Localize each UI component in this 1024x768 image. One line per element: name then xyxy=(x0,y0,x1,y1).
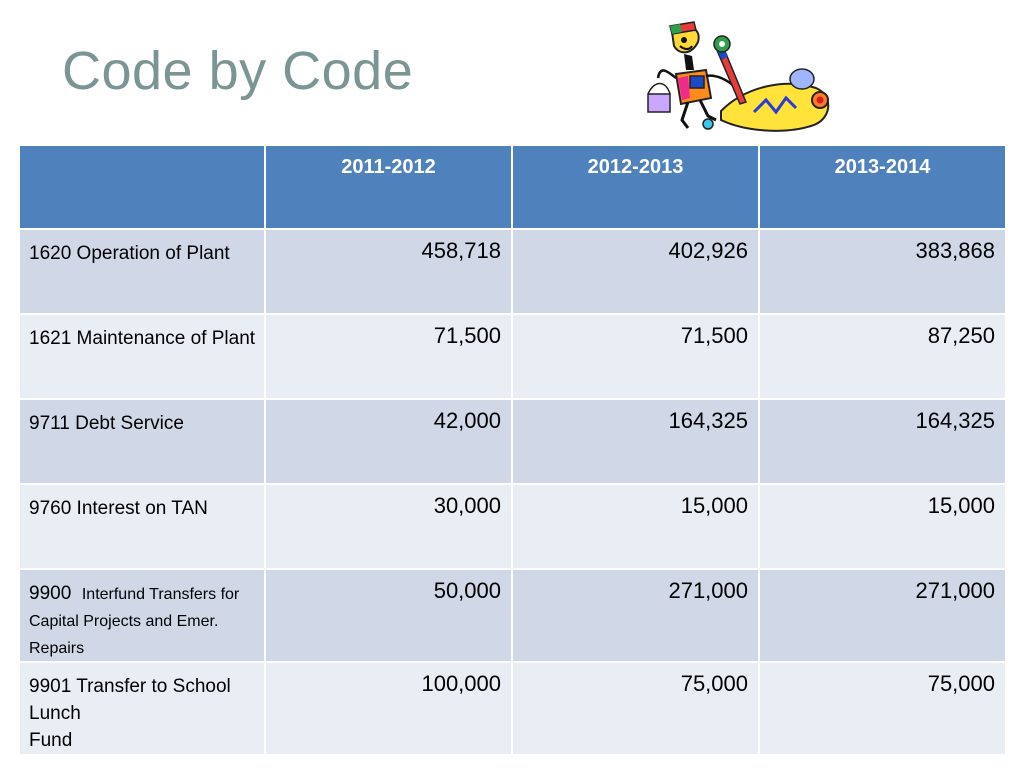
header-cell-2013-2014: 2013-2014 xyxy=(759,145,1006,229)
cell-value: 71,500 xyxy=(265,314,512,399)
row-label: 1621 Maintenance of Plant xyxy=(19,314,265,399)
table-row xyxy=(19,662,1006,755)
table-row xyxy=(19,484,1006,569)
cell-value: 15,000 xyxy=(759,484,1006,569)
cell-value: 271,000 xyxy=(759,569,1006,662)
budget-table xyxy=(18,144,1007,756)
cell-value: 458,718 xyxy=(265,229,512,314)
table-header-row xyxy=(19,145,1006,229)
cell-value: 164,325 xyxy=(512,399,759,484)
row-label-line: 9901 Transfer to School Lunch xyxy=(29,676,231,724)
header-cell-2012-2013: 2012-2013 xyxy=(512,145,759,229)
table-row xyxy=(19,229,1006,314)
cell-value: 42,000 xyxy=(265,399,512,484)
row-label: 1620 Operation of Plant xyxy=(19,229,265,314)
row-label xyxy=(19,569,265,662)
table-row xyxy=(19,314,1006,399)
table-row xyxy=(19,399,1006,484)
cell-value: 50,000 xyxy=(265,569,512,662)
header-cell-blank xyxy=(19,145,265,229)
cell-value: 271,000 xyxy=(512,569,759,662)
header-cell-2011-2012: 2011-2012 xyxy=(265,145,512,229)
slide-title: Code by Code xyxy=(62,41,414,101)
row-label: 9711 Debt Service xyxy=(19,399,265,484)
cell-value: 87,250 xyxy=(759,314,1006,399)
row-label-line: Fund xyxy=(29,730,73,751)
row-label-code: 9900 xyxy=(29,583,72,604)
cell-value: 75,000 xyxy=(759,662,1006,755)
cell-value: 100,000 xyxy=(265,662,512,755)
cell-value: 75,000 xyxy=(512,662,759,755)
cell-value: 164,325 xyxy=(759,399,1006,484)
row-label: 9760 Interest on TAN xyxy=(19,484,265,569)
table-row xyxy=(19,569,1006,662)
cell-value: 30,000 xyxy=(265,484,512,569)
artist-painting-clipart-icon xyxy=(636,16,841,136)
row-label-detail: Interfund Transfers for Capital Projects and Emer. Repairs xyxy=(29,586,240,657)
cell-value: 15,000 xyxy=(512,484,759,569)
cell-value: 71,500 xyxy=(512,314,759,399)
cell-value: 383,868 xyxy=(759,229,1006,314)
row-label xyxy=(19,662,265,755)
cell-value: 402,926 xyxy=(512,229,759,314)
